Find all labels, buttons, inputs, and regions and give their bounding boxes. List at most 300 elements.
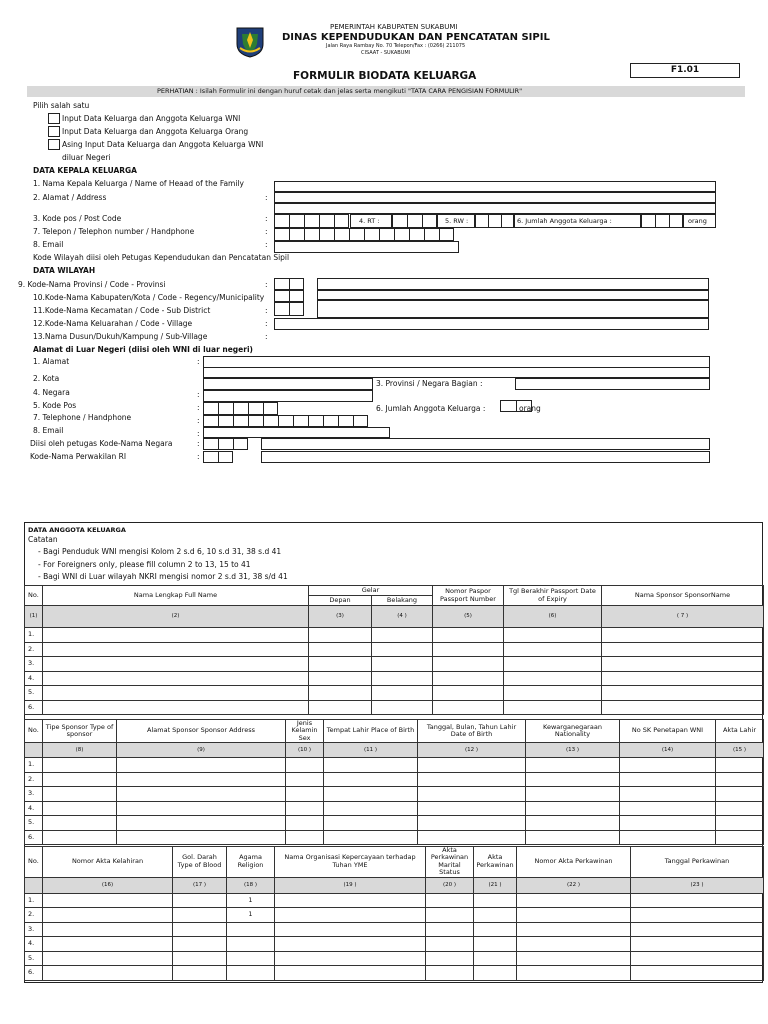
table-cell[interactable] bbox=[602, 686, 764, 701]
table-cell[interactable] bbox=[117, 801, 286, 816]
petugas-negara-label: Diisi oleh petugas Kode-Nama Negara bbox=[30, 439, 173, 448]
table-cell[interactable] bbox=[43, 700, 309, 715]
table-cell[interactable] bbox=[173, 922, 227, 937]
kk-rw-label: 5. RW : bbox=[445, 217, 469, 225]
table-cell[interactable] bbox=[526, 758, 620, 773]
table-row bbox=[25, 830, 764, 845]
table-cell[interactable] bbox=[602, 700, 764, 715]
luar-email-field[interactable] bbox=[203, 427, 390, 438]
kabupaten-label: 10.Kode-Nama Kabupaten/Kota / Code - Regency/Municipality bbox=[33, 293, 265, 302]
option-foreign-checkbox[interactable] bbox=[48, 126, 60, 137]
anggota-note-3: - Bagi WNI di Luar wilayah NKRI mengisi nomor 2 s.d 31, 38 s/d 41 bbox=[38, 572, 288, 581]
anggota-table-3 bbox=[24, 846, 764, 981]
luar-kodepos-colon: : bbox=[197, 403, 200, 412]
t1-col-1: (1) bbox=[25, 606, 43, 628]
luar-alamat-label: 1. Alamat bbox=[33, 357, 70, 366]
kk-heading: DATA KEPALA KELUARGA bbox=[33, 166, 137, 175]
table-cell[interactable] bbox=[474, 908, 517, 923]
table-cell[interactable] bbox=[426, 937, 474, 952]
table-cell[interactable] bbox=[286, 772, 324, 787]
luar-phone-field[interactable] bbox=[203, 415, 368, 427]
kk-count-label: 6. Jumlah Anggota Keluarga : bbox=[517, 217, 612, 225]
table-cell[interactable] bbox=[324, 801, 418, 816]
form-title: FORMULIR BIODATA KELUARGA bbox=[293, 70, 477, 82]
table-cell[interactable] bbox=[275, 951, 426, 966]
kk-rt-label: 4. RT : bbox=[359, 217, 380, 225]
anggota-catatan: Catatan bbox=[28, 535, 58, 544]
luar-kota-field[interactable] bbox=[203, 378, 373, 390]
table-cell[interactable] bbox=[372, 671, 433, 686]
table-cell[interactable] bbox=[418, 758, 526, 773]
table-cell[interactable] bbox=[418, 772, 526, 787]
table-cell[interactable] bbox=[324, 787, 418, 802]
table-cell[interactable] bbox=[631, 922, 764, 937]
table-cell[interactable] bbox=[426, 922, 474, 937]
table-cell[interactable] bbox=[426, 908, 474, 923]
row-number: 5. bbox=[25, 686, 43, 701]
kk-email-colon: : bbox=[265, 240, 268, 249]
kk-address-colon: : bbox=[265, 193, 268, 202]
notice-bar bbox=[27, 86, 745, 97]
notice-text: PERHATIAN : Isilah Formulir ini dengan huruf cetak dan jelas serta mengikuti "TATA CARA PENGISIAN FORMULIR" bbox=[157, 87, 523, 95]
kelurahan-colon: : bbox=[265, 319, 268, 328]
table-row bbox=[25, 628, 764, 643]
table-cell[interactable] bbox=[526, 830, 620, 845]
t2-tgl-header: Tanggal, Bulan, Tahun Lahir Date of Birth bbox=[418, 720, 526, 743]
table-cell[interactable] bbox=[426, 951, 474, 966]
kecamatan-colon: : bbox=[265, 306, 268, 315]
table-cell[interactable] bbox=[227, 922, 275, 937]
table-cell[interactable] bbox=[517, 922, 631, 937]
table-cell[interactable] bbox=[275, 922, 426, 937]
table-cell[interactable] bbox=[117, 787, 286, 802]
row-number: 6. bbox=[25, 700, 43, 715]
table-cell[interactable] bbox=[474, 937, 517, 952]
table-cell[interactable] bbox=[474, 966, 517, 981]
table-cell[interactable] bbox=[418, 801, 526, 816]
kabupaten-name-field[interactable] bbox=[317, 290, 709, 300]
table-cell[interactable] bbox=[173, 951, 227, 966]
kabupaten-code-field[interactable] bbox=[274, 290, 304, 302]
table-cell[interactable] bbox=[433, 628, 504, 643]
t2-warga-header: Kewarganegaraan Nationality bbox=[526, 720, 620, 743]
t2-col-12: (12 ) bbox=[418, 743, 526, 758]
table-cell[interactable] bbox=[526, 801, 620, 816]
table-cell[interactable] bbox=[504, 628, 602, 643]
luar-heading: Alamat di Luar Negeri (diisi oleh WNI di luar negeri) bbox=[33, 345, 253, 354]
table-cell[interactable] bbox=[620, 830, 716, 845]
table-cell[interactable] bbox=[716, 772, 764, 787]
table-cell[interactable] bbox=[372, 657, 433, 672]
t3-darah-header: Gol. Darah Type of Blood bbox=[173, 847, 227, 878]
t3-tgl-perk-header: Tanggal Perkawinan bbox=[631, 847, 764, 878]
kk-postcode-field[interactable] bbox=[274, 214, 349, 228]
table-cell[interactable] bbox=[324, 816, 418, 831]
agama-value[interactable]: 1 bbox=[227, 908, 275, 923]
table-cell[interactable] bbox=[117, 816, 286, 831]
table-cell[interactable] bbox=[309, 700, 372, 715]
table-cell[interactable] bbox=[43, 966, 173, 981]
luar-alamat-field-2[interactable] bbox=[203, 367, 710, 378]
row-number: 4. bbox=[25, 671, 43, 686]
row-number: 3. bbox=[25, 922, 43, 937]
table-cell[interactable] bbox=[602, 628, 764, 643]
table-cell[interactable] bbox=[716, 787, 764, 802]
anggota-heading: DATA ANGGOTA KELUARGA bbox=[28, 526, 126, 534]
kk-postcode-colon: : bbox=[265, 214, 268, 223]
t3-col-22: (22 ) bbox=[517, 877, 631, 893]
dept-address: Jalan Raya Rambay No. 70 Telepon/Fax : (0266) 211075 bbox=[326, 43, 466, 49]
provinsi-code-field[interactable] bbox=[274, 278, 304, 290]
table-cell[interactable] bbox=[117, 758, 286, 773]
t1-col-5: (5) bbox=[433, 606, 504, 628]
table-cell[interactable] bbox=[372, 628, 433, 643]
table-cell[interactable] bbox=[517, 937, 631, 952]
table-row bbox=[25, 686, 764, 701]
table-cell[interactable] bbox=[286, 830, 324, 845]
table-cell[interactable] bbox=[372, 686, 433, 701]
table-cell[interactable] bbox=[309, 657, 372, 672]
table-cell[interactable] bbox=[433, 657, 504, 672]
t1-tglpaspor-header: Tgl Berakhir Passport Date of Expiry bbox=[504, 586, 602, 606]
table-cell[interactable] bbox=[43, 893, 173, 908]
table-row bbox=[25, 908, 764, 923]
t2-sk-header: No SK Penetapan WNI bbox=[620, 720, 716, 743]
kk-rw-field[interactable] bbox=[475, 214, 514, 228]
t2-col-15: (15 ) bbox=[716, 743, 764, 758]
choose-label: Pilih salah satu bbox=[33, 101, 90, 110]
table-cell[interactable] bbox=[631, 951, 764, 966]
kk-rt-field[interactable] bbox=[392, 214, 437, 228]
table-cell[interactable] bbox=[286, 758, 324, 773]
petugas-negara-name-field[interactable] bbox=[261, 438, 710, 450]
luar-email-label: 8. Email bbox=[33, 426, 64, 435]
option-abroad-checkbox[interactable] bbox=[48, 139, 60, 150]
kk-rt-label-box bbox=[350, 214, 392, 228]
table-cell[interactable] bbox=[504, 686, 602, 701]
table-cell[interactable] bbox=[433, 700, 504, 715]
luar-jumlah-label: 6. Jumlah Anggota Keluarga : bbox=[376, 404, 486, 413]
luar-phone-label: 7. Telephone / Handphone bbox=[33, 413, 132, 422]
table-cell[interactable] bbox=[620, 772, 716, 787]
row-number: 3. bbox=[25, 787, 43, 802]
form-code-box bbox=[630, 63, 740, 78]
table-cell[interactable] bbox=[43, 951, 173, 966]
table-cell[interactable] bbox=[43, 628, 309, 643]
kelurahan-field[interactable] bbox=[274, 318, 709, 330]
t3-col-blank bbox=[25, 877, 43, 893]
table-row bbox=[25, 922, 764, 937]
table-cell[interactable] bbox=[474, 951, 517, 966]
t1-paspor-header: Nomor Paspor Passport Number bbox=[433, 586, 504, 606]
t2-col-13: (13 ) bbox=[526, 743, 620, 758]
table-cell[interactable] bbox=[43, 772, 117, 787]
table-cell[interactable] bbox=[620, 758, 716, 773]
table-cell[interactable] bbox=[517, 893, 631, 908]
t3-col-18: (18 ) bbox=[227, 877, 275, 893]
anggota-note-2: - For Foreigners only, please fill column 2 to 13, 15 to 41 bbox=[38, 560, 251, 569]
kk-count-unit-box bbox=[683, 214, 716, 228]
table-row bbox=[25, 937, 764, 952]
t3-akta-perk-header: Akta Perkawinan bbox=[474, 847, 517, 878]
table-cell[interactable] bbox=[43, 787, 117, 802]
table-cell[interactable] bbox=[43, 686, 309, 701]
row-number: 2. bbox=[25, 772, 43, 787]
luar-kota-label: 2. Kota bbox=[33, 374, 60, 383]
dusun-label: 13.Nama Dusun/Dukuh/Kampung / Sub-Village bbox=[33, 332, 208, 341]
table-cell[interactable] bbox=[418, 816, 526, 831]
t2-col-blank bbox=[25, 743, 43, 758]
table-cell[interactable] bbox=[275, 966, 426, 981]
table-cell[interactable] bbox=[372, 642, 433, 657]
table-cell[interactable] bbox=[309, 628, 372, 643]
kk-name-field[interactable] bbox=[274, 181, 716, 192]
provinsi-label: 9. Kode-Nama Provinsi / Code - Provinsi bbox=[18, 280, 166, 289]
table-cell[interactable] bbox=[372, 700, 433, 715]
table-cell[interactable] bbox=[602, 671, 764, 686]
t2-akta-header: Akta Lahir bbox=[716, 720, 764, 743]
table-cell[interactable] bbox=[517, 951, 631, 966]
table-cell[interactable] bbox=[324, 772, 418, 787]
t1-col-4: (4 ) bbox=[372, 606, 433, 628]
table-cell[interactable] bbox=[173, 937, 227, 952]
table-cell[interactable] bbox=[716, 758, 764, 773]
table-row bbox=[25, 816, 764, 831]
table-row bbox=[25, 671, 764, 686]
luar-negara-label: 4. Negara bbox=[33, 388, 70, 397]
table-cell[interactable] bbox=[602, 657, 764, 672]
table-cell[interactable] bbox=[43, 816, 117, 831]
table-cell[interactable] bbox=[631, 937, 764, 952]
table-cell[interactable] bbox=[173, 893, 227, 908]
table-cell[interactable] bbox=[117, 772, 286, 787]
luar-kodepos-label: 5. Kode Pos bbox=[33, 401, 77, 410]
kk-phone-field[interactable] bbox=[274, 228, 454, 241]
table-cell[interactable] bbox=[173, 908, 227, 923]
table-cell[interactable] bbox=[309, 671, 372, 686]
kk-phone-colon: : bbox=[265, 227, 268, 236]
kecamatan-label: 11.Kode-Nama Kecamatan / Code - Sub District bbox=[33, 306, 211, 315]
t1-no-header: No. bbox=[25, 586, 43, 606]
dept-city: CISAAT - SUKABUMI bbox=[361, 50, 411, 56]
provinsi-colon: : bbox=[265, 280, 268, 289]
table-cell[interactable] bbox=[43, 908, 173, 923]
t2-jk-header: Jenis Kelamin Sex bbox=[286, 720, 324, 743]
table-cell[interactable] bbox=[526, 772, 620, 787]
table-row bbox=[25, 893, 764, 908]
table-cell[interactable] bbox=[309, 642, 372, 657]
kk-rw-label-box bbox=[437, 214, 475, 228]
t2-col-8: (8) bbox=[43, 743, 117, 758]
kk-address-label: 2. Alamat / Address bbox=[33, 193, 107, 202]
luar-kodepos-field[interactable] bbox=[203, 402, 278, 415]
petugas-negara-colon: : bbox=[197, 439, 200, 448]
table-cell[interactable] bbox=[286, 801, 324, 816]
option-abroad-label: Asing Input Data Keluarga dan Anggota Keluarga WNI bbox=[62, 140, 264, 149]
table-cell[interactable] bbox=[324, 758, 418, 773]
t3-akta-lahir-header: Nomor Akta Kelahiran bbox=[43, 847, 173, 878]
table-cell[interactable] bbox=[43, 758, 117, 773]
t1-depan-header: Depan bbox=[309, 596, 372, 606]
table-row bbox=[25, 787, 764, 802]
table-cell[interactable] bbox=[631, 966, 764, 981]
table-cell[interactable] bbox=[526, 787, 620, 802]
table-cell[interactable] bbox=[227, 966, 275, 981]
t2-alamat-header: Alamat Sponsor Sponsor Address bbox=[117, 720, 286, 743]
kelurahan-label: 12.Kode-Nama Keluarahan / Code - Village bbox=[33, 319, 193, 328]
t2-col-9: (9) bbox=[117, 743, 286, 758]
t2-tipe-header: Tipe Sponsor Type of sponsor bbox=[43, 720, 117, 743]
t3-no-header: No. bbox=[25, 847, 43, 878]
table-cell[interactable] bbox=[43, 671, 309, 686]
table-cell[interactable] bbox=[631, 908, 764, 923]
kk-email-label: 8. Email bbox=[33, 240, 64, 249]
table-cell[interactable] bbox=[620, 801, 716, 816]
perwakilan-colon: : bbox=[197, 452, 200, 461]
table-cell[interactable] bbox=[43, 937, 173, 952]
perwakilan-name-field[interactable] bbox=[261, 451, 710, 463]
form-header bbox=[0, 0, 768, 100]
table-cell[interactable] bbox=[620, 816, 716, 831]
table-row bbox=[25, 772, 764, 787]
table-cell[interactable] bbox=[433, 642, 504, 657]
table-cell[interactable] bbox=[43, 922, 173, 937]
table-cell[interactable] bbox=[286, 787, 324, 802]
kecamatan-name-field[interactable] bbox=[317, 300, 709, 318]
table-cell[interactable] bbox=[227, 951, 275, 966]
kk-email-field[interactable] bbox=[274, 241, 459, 253]
table-cell[interactable] bbox=[227, 937, 275, 952]
perwakilan-code-field[interactable] bbox=[203, 451, 233, 463]
row-number: 1. bbox=[25, 893, 43, 908]
table-cell[interactable] bbox=[117, 830, 286, 845]
table-cell[interactable] bbox=[517, 908, 631, 923]
provinsi-name-field[interactable] bbox=[317, 278, 709, 290]
table-cell[interactable] bbox=[620, 787, 716, 802]
row-number: 4. bbox=[25, 801, 43, 816]
dusun-colon: : bbox=[265, 332, 268, 341]
table-cell[interactable] bbox=[504, 671, 602, 686]
petugas-negara-code-field[interactable] bbox=[203, 438, 248, 450]
table-cell[interactable] bbox=[43, 801, 117, 816]
t3-col-17: (17 ) bbox=[173, 877, 227, 893]
t1-col-7: ( 7 ) bbox=[602, 606, 764, 628]
option-abroad-label-2: diluar Negeri bbox=[62, 153, 111, 162]
kode-wilayah-note: Kode Wilayah diisi oleh Petugas Kependudukan dan Pencatatan Sipil bbox=[33, 253, 290, 262]
t2-col-10: (10 ) bbox=[286, 743, 324, 758]
table-cell[interactable] bbox=[275, 893, 426, 908]
table-cell[interactable] bbox=[275, 937, 426, 952]
table-cell[interactable] bbox=[716, 816, 764, 831]
kk-count-label-box bbox=[514, 214, 641, 228]
kk-count-field[interactable] bbox=[641, 214, 683, 228]
table-cell[interactable] bbox=[426, 966, 474, 981]
table-cell[interactable] bbox=[631, 893, 764, 908]
perwakilan-label: Kode-Nama Perwakilan RI bbox=[30, 452, 127, 461]
table-row bbox=[25, 657, 764, 672]
table-cell[interactable] bbox=[43, 642, 309, 657]
kk-address-field-1[interactable] bbox=[274, 192, 716, 203]
kk-count-unit: orang bbox=[688, 217, 707, 225]
row-number: 2. bbox=[25, 908, 43, 923]
table-row bbox=[25, 951, 764, 966]
t3-agama-header: Agama Religion bbox=[227, 847, 275, 878]
option-wni-label: Input Data Keluarga dan Anggota Keluarga WNI bbox=[62, 114, 241, 123]
table-cell[interactable] bbox=[43, 657, 309, 672]
table-cell[interactable] bbox=[286, 816, 324, 831]
table-cell[interactable] bbox=[504, 657, 602, 672]
kk-postcode-label: 3. Kode pos / Post Code bbox=[33, 214, 122, 223]
t3-col-23: (23 ) bbox=[631, 877, 764, 893]
anggota-note-1: - Bagi Penduduk WNI mengisi Kolom 2 s.d 6, 10 s.d 31, 38 s.d 41 bbox=[38, 547, 282, 556]
gov-name: PEMERINTAH KABUPATEN SUKABUMI bbox=[330, 23, 458, 31]
t1-col-2: (2) bbox=[43, 606, 309, 628]
t3-no-perk-header: Nomor Akta Perkawinan bbox=[517, 847, 631, 878]
table-cell[interactable] bbox=[602, 642, 764, 657]
luar-phone-colon: : bbox=[197, 416, 200, 425]
kk-address-field-2[interactable] bbox=[274, 203, 716, 214]
table-row bbox=[25, 966, 764, 981]
t1-col-6: (6) bbox=[504, 606, 602, 628]
table-cell[interactable] bbox=[526, 816, 620, 831]
row-number: 5. bbox=[25, 816, 43, 831]
table-row bbox=[25, 700, 764, 715]
table-row bbox=[25, 758, 764, 773]
t2-no-header: No. bbox=[25, 720, 43, 743]
kabupaten-logo-icon bbox=[233, 24, 267, 58]
luar-negara-field[interactable] bbox=[203, 390, 373, 402]
table-cell[interactable] bbox=[426, 893, 474, 908]
luar-jumlah-unit: orang bbox=[519, 404, 541, 413]
table-cell[interactable] bbox=[504, 642, 602, 657]
anggota-table-2 bbox=[24, 719, 764, 845]
option-wni-checkbox[interactable] bbox=[48, 113, 60, 124]
table-cell[interactable] bbox=[433, 686, 504, 701]
table-cell[interactable] bbox=[517, 966, 631, 981]
t3-col-16: (16) bbox=[43, 877, 173, 893]
table-cell[interactable] bbox=[43, 830, 117, 845]
kk-phone-label: 7. Telepon / Telephon number / Handphone bbox=[33, 227, 195, 236]
kk-name-label: 1. Nama Kepala Keluarga / Name of Heaad of the Family bbox=[33, 179, 244, 188]
luar-negara-colon: : bbox=[197, 390, 200, 399]
luar-provinsi-field[interactable] bbox=[515, 378, 710, 390]
table-cell[interactable] bbox=[474, 922, 517, 937]
table-row bbox=[25, 801, 764, 816]
table-cell[interactable] bbox=[504, 700, 602, 715]
table-cell[interactable] bbox=[309, 686, 372, 701]
table-cell[interactable] bbox=[474, 893, 517, 908]
table-cell[interactable] bbox=[418, 787, 526, 802]
row-number: 4. bbox=[25, 937, 43, 952]
table-cell[interactable] bbox=[716, 801, 764, 816]
agama-value[interactable]: 1 bbox=[227, 893, 275, 908]
table-cell[interactable] bbox=[324, 830, 418, 845]
t1-col-3: (3) bbox=[309, 606, 372, 628]
table-cell[interactable] bbox=[173, 966, 227, 981]
table-cell[interactable] bbox=[418, 830, 526, 845]
t1-sponsor-header: Nama Sponsor SponsorName bbox=[602, 586, 764, 606]
row-number: 6. bbox=[25, 830, 43, 845]
t2-tempat-header: Tempat Lahir Place of Birth bbox=[324, 720, 418, 743]
table-cell[interactable] bbox=[716, 830, 764, 845]
t1-gelar-header: Gelar bbox=[309, 586, 433, 596]
table-cell[interactable] bbox=[275, 908, 426, 923]
t3-akta-kawin-header: Akta Perkawinan Marital Status bbox=[426, 847, 474, 878]
luar-provinsi-label: 3. Provinsi / Negara Bagian : bbox=[376, 379, 483, 388]
row-number: 1. bbox=[25, 758, 43, 773]
table-cell[interactable] bbox=[433, 671, 504, 686]
kecamatan-code-field[interactable] bbox=[274, 302, 304, 316]
